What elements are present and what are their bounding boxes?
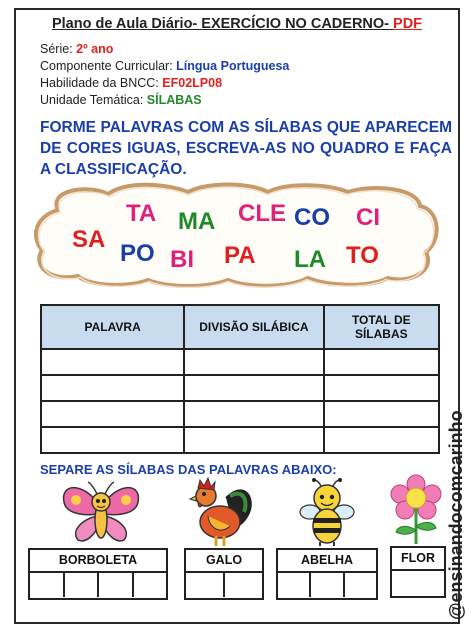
table-cell[interactable]: [184, 375, 323, 401]
table-row: [41, 375, 439, 401]
header-divisao: DIVISÃO SILÁBICA: [184, 305, 323, 349]
syllable-cells: [278, 573, 376, 597]
habilidade-label: Habilidade da BNCC:: [40, 76, 163, 90]
word-label-galo: GALO: [186, 550, 262, 573]
syllable-cell[interactable]: [99, 573, 134, 597]
header-palavra: PALAVRA: [41, 305, 184, 349]
table-header-row: [41, 305, 439, 349]
componente-value: Língua Portuguesa: [176, 59, 290, 73]
separate-title: SEPARE AS SÍLABAS DAS PALAVRAS ABAIXO:: [40, 462, 337, 477]
word-box-flor: [390, 546, 446, 598]
word-label-borboleta: BORBOLETA: [30, 550, 166, 573]
word-box-borboleta: [28, 548, 168, 600]
info-serie: [40, 42, 113, 56]
serie-label: Série:: [40, 42, 77, 56]
syllable-cell[interactable]: [225, 573, 262, 597]
info-componente: [40, 59, 289, 73]
syllable-cell[interactable]: [134, 573, 167, 597]
syllable-cell[interactable]: [30, 573, 65, 597]
flower-icon: [388, 474, 444, 546]
word-box-galo: [184, 548, 264, 600]
classification-table: [40, 304, 440, 454]
rooster-icon: [186, 476, 256, 548]
syllable-cell[interactable]: [186, 573, 225, 597]
syllable-cell[interactable]: [345, 573, 376, 597]
unidade-value: SÍLABAS: [146, 93, 202, 107]
syllable-cell[interactable]: [278, 573, 311, 597]
instruction-text: FORME PALAVRAS COM AS SÍLABAS QUE APARECEM DE CORES IGUAS, ESCREVA-AS NO QUADRO E FAÇA A CLASSIFICAÇÃO.: [40, 119, 452, 178]
butterfly-icon: [56, 478, 146, 546]
title-pdf: PDF: [393, 16, 423, 32]
syllable-po: PO: [120, 240, 155, 267]
componente-label: Componente Curricular:: [40, 59, 177, 73]
table-cell[interactable]: [41, 375, 184, 401]
syllable-cle: CLE: [238, 200, 286, 227]
syllable-cells: [30, 573, 166, 597]
table-cell[interactable]: [184, 401, 323, 427]
table-cell[interactable]: [41, 401, 184, 427]
watermark-text: @ensinandocomcarinho: [446, 410, 466, 620]
table-cell[interactable]: [41, 349, 184, 375]
table-row: [41, 401, 439, 427]
serie-value: 2º ano: [76, 42, 114, 56]
table-cell[interactable]: [184, 349, 323, 375]
table-cell[interactable]: [41, 427, 184, 453]
info-habilidade: [40, 76, 222, 90]
bee-icon: [294, 478, 360, 546]
syllable-to: TO: [346, 242, 379, 269]
syllable-cell[interactable]: [311, 573, 344, 597]
syllable-cell[interactable]: [392, 571, 444, 595]
syllable-sa: SA: [72, 226, 106, 253]
syllable-cell[interactable]: [65, 573, 100, 597]
syllable-ci: CI: [356, 204, 380, 231]
word-label-flor: FLOR: [392, 548, 444, 571]
table-row: [41, 427, 439, 453]
syllable-bi: BI: [170, 246, 194, 273]
title-text: Plano de Aula Diário- EXERCÍCIO NO CADERNO-: [51, 16, 394, 32]
syllable-pa: PA: [224, 242, 256, 269]
page-title: [0, 16, 474, 32]
table-cell[interactable]: [324, 427, 439, 453]
table-cell[interactable]: [324, 349, 439, 375]
table-cell[interactable]: [324, 375, 439, 401]
syllable-co: CO: [294, 204, 330, 231]
table-row: [41, 349, 439, 375]
table-cell[interactable]: [184, 427, 323, 453]
habilidade-value: EF02LP08: [162, 76, 223, 90]
header-total: TOTAL DE SÍLABAS: [324, 305, 439, 349]
word-box-abelha: [276, 548, 378, 600]
info-unidade: [40, 93, 202, 107]
syllable-cells: [392, 571, 444, 595]
word-label-abelha: ABELHA: [278, 550, 376, 573]
unidade-label: Unidade Temática:: [40, 93, 147, 107]
syllable-cells: [186, 573, 262, 597]
table-cell[interactable]: [324, 401, 439, 427]
syllable-ta: TA: [126, 200, 157, 227]
syllable-ma: MA: [178, 208, 216, 235]
syllable-la: LA: [294, 246, 326, 273]
